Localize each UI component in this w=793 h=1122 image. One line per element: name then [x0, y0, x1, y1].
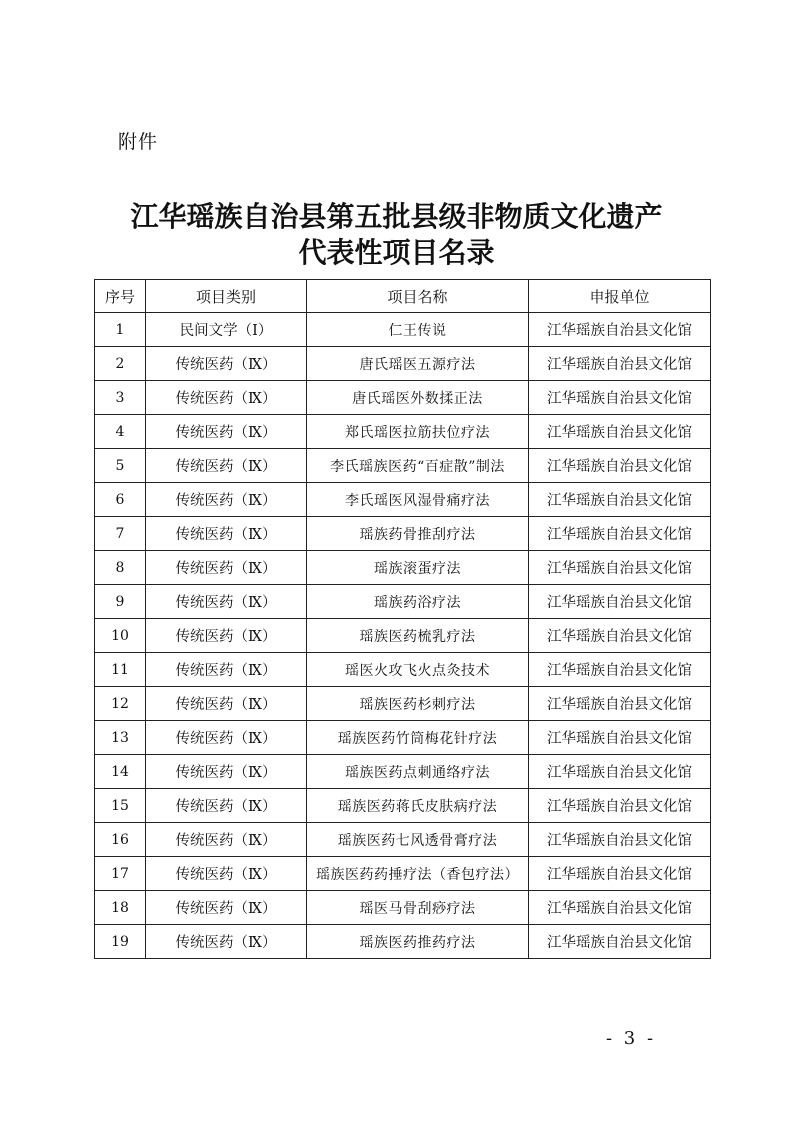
cell-applicant-unit: 江华瑶族自治县文化馆 — [529, 381, 711, 415]
cell-project-category: 传统医药（Ⅸ） — [146, 755, 307, 789]
table-header-row — [95, 280, 711, 313]
cell-project-category: 传统医药（Ⅸ） — [146, 415, 307, 449]
table-row — [95, 347, 711, 381]
table-row — [95, 755, 711, 789]
table-row — [95, 687, 711, 721]
cell-project-category: 传统医药（Ⅸ） — [146, 585, 307, 619]
cell-serial-number: 3 — [95, 381, 146, 415]
cell-project-category: 传统医药（Ⅸ） — [146, 925, 307, 959]
cell-project-name: 瑶族药浴疗法 — [307, 585, 529, 619]
header-project-name: 项目名称 — [307, 280, 529, 313]
cell-applicant-unit: 江华瑶族自治县文化馆 — [529, 415, 711, 449]
cell-serial-number: 18 — [95, 891, 146, 925]
cell-project-category: 传统医药（Ⅸ） — [146, 517, 307, 551]
table-row — [95, 857, 711, 891]
cell-serial-number: 6 — [95, 483, 146, 517]
table-row — [95, 517, 711, 551]
cell-project-category: 传统医药（Ⅸ） — [146, 891, 307, 925]
cell-project-category: 传统医药（Ⅸ） — [146, 381, 307, 415]
document-title-line-2: 代表性项目名录 — [298, 236, 495, 269]
cell-project-name: 郑氏瑶医拉筋扶位疗法 — [307, 415, 529, 449]
cell-serial-number: 19 — [95, 925, 146, 959]
cell-applicant-unit: 江华瑶族自治县文化馆 — [529, 789, 711, 823]
table-row — [95, 653, 711, 687]
cell-applicant-unit: 江华瑶族自治县文化馆 — [529, 925, 711, 959]
table-row — [95, 313, 711, 347]
cell-project-name: 瑶族药骨推刮疗法 — [307, 517, 529, 551]
cell-serial-number: 10 — [95, 619, 146, 653]
cell-project-name: 瑶医马骨刮痧疗法 — [307, 891, 529, 925]
cell-serial-number: 14 — [95, 755, 146, 789]
cell-serial-number: 8 — [95, 551, 146, 585]
document-title-line-1: 江华瑶族自治县第五批县级非物质文化遗产 — [130, 200, 663, 233]
cell-project-name: 瑶族医药蒋氏皮肤病疗法 — [307, 789, 529, 823]
cell-project-name: 瑶族医药推药疗法 — [307, 925, 529, 959]
cell-applicant-unit: 江华瑶族自治县文化馆 — [529, 619, 711, 653]
cell-project-name: 瑶族医药七风透骨膏疗法 — [307, 823, 529, 857]
heritage-project-table — [94, 279, 711, 959]
cell-project-name: 瑶族医药点刺通络疗法 — [307, 755, 529, 789]
table-row — [95, 619, 711, 653]
cell-project-name: 唐氏瑶医五源疗法 — [307, 347, 529, 381]
cell-project-name: 瑶族医药药捶疗法（香包疗法） — [307, 857, 529, 891]
cell-serial-number: 5 — [95, 449, 146, 483]
cell-applicant-unit: 江华瑶族自治县文化馆 — [529, 823, 711, 857]
cell-project-name: 瑶族医药杉刺疗法 — [307, 687, 529, 721]
table-row — [95, 721, 711, 755]
cell-project-name: 唐氏瑶医外数揉正法 — [307, 381, 529, 415]
cell-serial-number: 1 — [95, 313, 146, 347]
table-row — [95, 415, 711, 449]
header-serial-number: 序号 — [95, 280, 146, 313]
page-number: - 3 - — [606, 1028, 657, 1049]
cell-project-name: 仁王传说 — [307, 313, 529, 347]
table-row — [95, 551, 711, 585]
cell-project-name: 瑶族医药梳乳疗法 — [307, 619, 529, 653]
cell-serial-number: 9 — [95, 585, 146, 619]
cell-applicant-unit: 江华瑶族自治县文化馆 — [529, 687, 711, 721]
table-row — [95, 789, 711, 823]
cell-applicant-unit: 江华瑶族自治县文化馆 — [529, 891, 711, 925]
cell-project-name: 瑶族滚蛋疗法 — [307, 551, 529, 585]
cell-project-category: 传统医药（Ⅸ） — [146, 551, 307, 585]
table-row — [95, 381, 711, 415]
cell-project-category: 传统医药（Ⅸ） — [146, 687, 307, 721]
cell-serial-number: 4 — [95, 415, 146, 449]
cell-project-name: 瑶医火攻飞火点灸技术 — [307, 653, 529, 687]
cell-serial-number: 16 — [95, 823, 146, 857]
cell-applicant-unit: 江华瑶族自治县文化馆 — [529, 755, 711, 789]
cell-project-category: 传统医药（Ⅸ） — [146, 857, 307, 891]
cell-applicant-unit: 江华瑶族自治县文化馆 — [529, 313, 711, 347]
cell-project-category: 传统医药（Ⅸ） — [146, 347, 307, 381]
cell-applicant-unit: 江华瑶族自治县文化馆 — [529, 483, 711, 517]
cell-applicant-unit: 江华瑶族自治县文化馆 — [529, 585, 711, 619]
cell-serial-number: 2 — [95, 347, 146, 381]
cell-serial-number: 13 — [95, 721, 146, 755]
cell-project-category: 传统医药（Ⅸ） — [146, 789, 307, 823]
table-row — [95, 585, 711, 619]
cell-applicant-unit: 江华瑶族自治县文化馆 — [529, 347, 711, 381]
cell-project-name: 瑶族医药竹筒梅花针疗法 — [307, 721, 529, 755]
cell-serial-number: 17 — [95, 857, 146, 891]
table-row — [95, 925, 711, 959]
cell-applicant-unit: 江华瑶族自治县文化馆 — [529, 449, 711, 483]
cell-project-name: 李氏瑶族医药“百症散”制法 — [307, 449, 529, 483]
table-row — [95, 449, 711, 483]
cell-project-name: 李氏瑶医风湿骨痛疗法 — [307, 483, 529, 517]
cell-project-category: 民间文学（Ⅰ） — [146, 313, 307, 347]
cell-serial-number: 15 — [95, 789, 146, 823]
attachment-label: 附件 — [118, 131, 159, 153]
cell-project-category: 传统医药（Ⅸ） — [146, 449, 307, 483]
cell-applicant-unit: 江华瑶族自治县文化馆 — [529, 653, 711, 687]
cell-applicant-unit: 江华瑶族自治县文化馆 — [529, 721, 711, 755]
cell-applicant-unit: 江华瑶族自治县文化馆 — [529, 857, 711, 891]
cell-project-category: 传统医药（Ⅸ） — [146, 653, 307, 687]
cell-applicant-unit: 江华瑶族自治县文化馆 — [529, 517, 711, 551]
cell-project-category: 传统医药（Ⅸ） — [146, 483, 307, 517]
cell-project-category: 传统医药（Ⅸ） — [146, 823, 307, 857]
cell-serial-number: 12 — [95, 687, 146, 721]
table-row — [95, 891, 711, 925]
cell-serial-number: 11 — [95, 653, 146, 687]
cell-project-category: 传统医药（Ⅸ） — [146, 619, 307, 653]
header-applicant-unit: 申报单位 — [529, 280, 711, 313]
header-project-category: 项目类别 — [146, 280, 307, 313]
cell-serial-number: 7 — [95, 517, 146, 551]
table-row — [95, 823, 711, 857]
table-row — [95, 483, 711, 517]
cell-project-category: 传统医药（Ⅸ） — [146, 721, 307, 755]
table-body — [95, 313, 711, 959]
cell-applicant-unit: 江华瑶族自治县文化馆 — [529, 551, 711, 585]
